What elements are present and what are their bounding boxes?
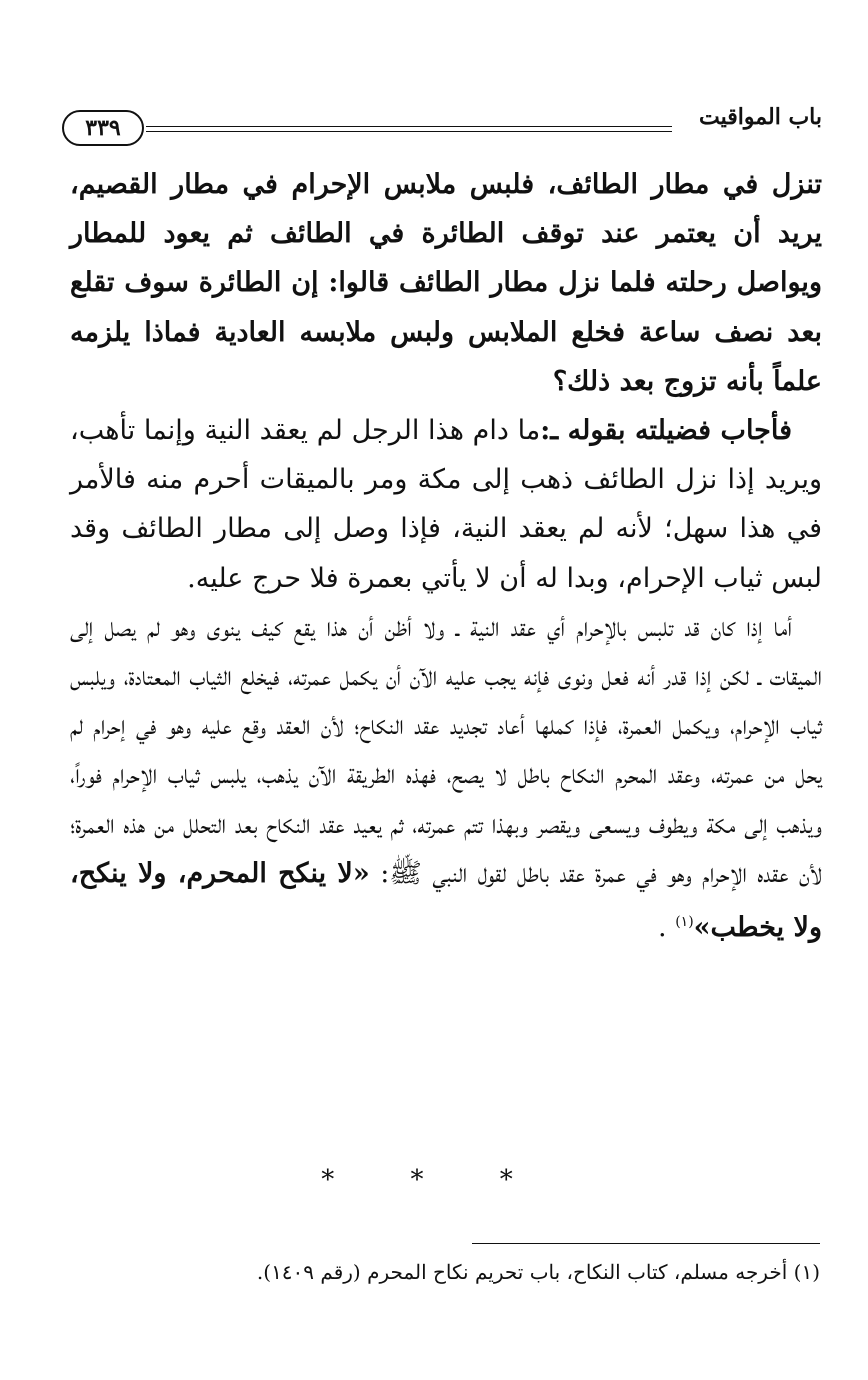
footnote-rule <box>472 1243 820 1244</box>
answer-text: ما دام هذا الرجل لم يعقد النية وإنما تأهب، ويريد إذا نزل الطائف ذهب إلى مكة ومر بالميقات أحرم منه فالأمر في هذا سهل؛ لأنه لم يعقد النية، فإذا وصل إلى مطار الطائف وقد لبس ثياب الإحرام، وبدا له أن لا يأتي بعمرة فلا حرج عليه. <box>70 415 822 594</box>
answer-paragraph <box>70 406 822 603</box>
section-separator: * * * <box>321 1165 547 1195</box>
header-rule <box>146 126 672 127</box>
page-header <box>62 100 822 150</box>
page-number: ٣٣٩ <box>62 110 144 146</box>
footnote: (١) أخرجه مسلم، كتاب النكاح، باب تحريم نكاح المحرم (رقم ١٤٠٩). <box>256 1260 820 1284</box>
second-paragraph <box>70 603 822 952</box>
main-text <box>70 160 822 952</box>
hadith-quote: «لا ينكح المحرم، ولا ينكح، ولا يخطب» <box>70 857 822 944</box>
answer-intro: فأجاب فضيلته بقوله ـ: <box>540 415 792 447</box>
chapter-title: باب المواقيت <box>699 104 822 130</box>
footnote-ref: (١) <box>675 914 694 931</box>
second-paragraph-text: أما إذا كان قد تلبس بالإحرام أي عقد النية ـ ولا أظن أن هذا يقع كيف ينوى وهو لم يصل إلى الميقات ـ لكن إذا قدر أنه فعل ونوى فإنه يجب عليه الآن أن يكمل عمرته، فيخلع الثياب المعتادة، ويلبس ثياب الإحرام، ويكمل العمرة، فإذا كملها أعاد تجديد عقد النكاح؛ لأن العقد وقع عليه وهو في إحرام لم يحل من عمرته، وعقد المحرم النكاح باطل لا يصح، فهذه الطريقة الآن يذهب، يلبس ثياب الإحرام فوراً، ويذهب إلى مكة ويطوف ويسعى ويقصر وبهذا تتم عمرته، ثم يعيد عقد النكاح بعد التحلل من هذه العمرة؛ لأن عقده الإحرام وهو في عمرة عقد باطل لقول النبي ﷺ: <box>70 611 822 889</box>
question-paragraph: تنزل في مطار الطائف، فلبس ملابس الإحرام في مطار القصيم، يريد أن يعتمر عند توقف الطائرة في الطائف ثم يعود للمطار ويواصل رحلته فلما نزل مطار الطائف قالوا: إن الطائرة سوف تقلع بعد نصف ساعة فخلع الملابس ولبس ملابسه العادية فماذا يلزمه علماً بأنه تزوج بعد ذلك؟ <box>70 169 822 397</box>
header-rule-inner <box>146 131 672 132</box>
closing-period: . <box>658 912 676 944</box>
